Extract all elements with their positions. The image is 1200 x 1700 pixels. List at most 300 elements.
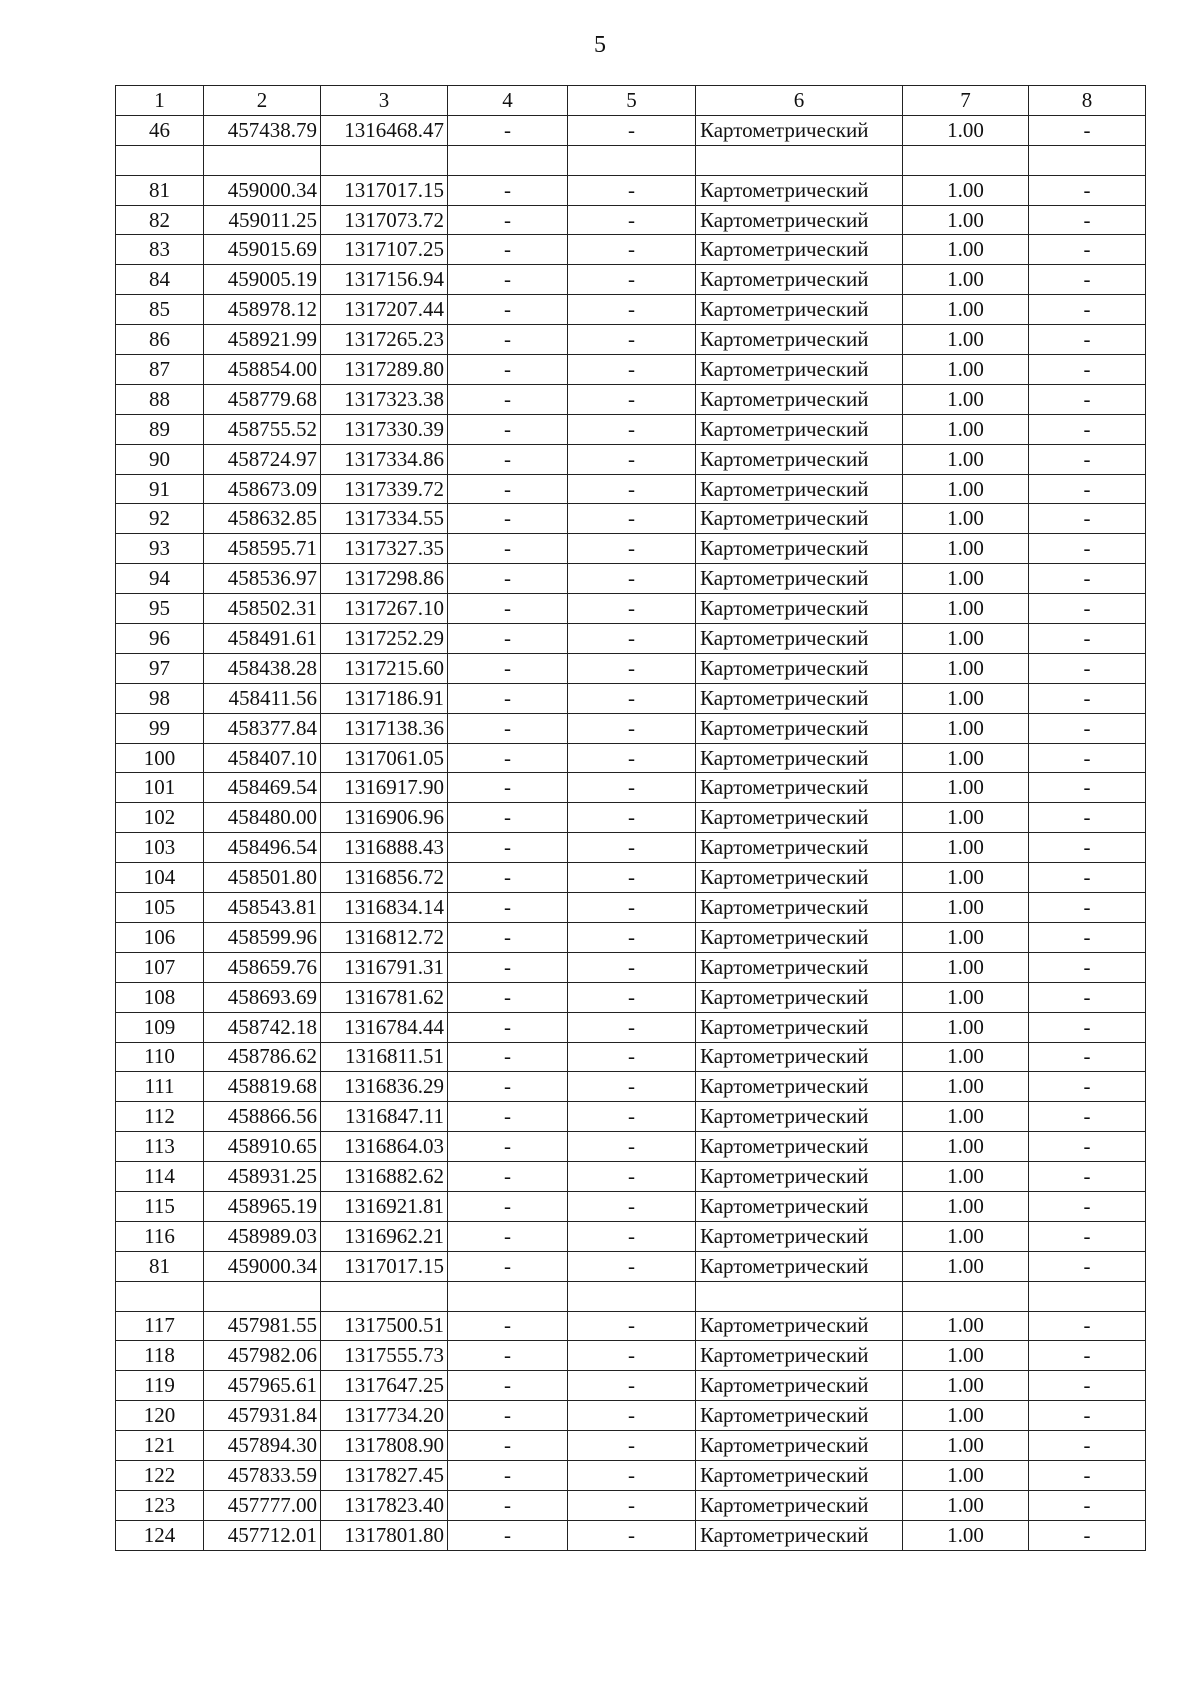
- coord-y-cell: 1316906.96: [321, 803, 448, 833]
- coord-y-cell: 1316917.90: [321, 773, 448, 803]
- empty-cell: [321, 1281, 448, 1311]
- coord-y-cell: 1317734.20: [321, 1401, 448, 1431]
- table-row: [116, 683, 1146, 713]
- coord-y-cell: 1316888.43: [321, 833, 448, 863]
- table-row: [116, 1102, 1146, 1132]
- coord-x-cell: 458724.97: [204, 444, 321, 474]
- point-number-cell: 122: [116, 1460, 204, 1490]
- col-5-cell: -: [568, 444, 696, 474]
- col-5-cell: -: [568, 175, 696, 205]
- coord-y-cell: 1317156.94: [321, 265, 448, 295]
- header-cell: 1: [116, 86, 204, 116]
- table-row: [116, 1251, 1146, 1281]
- col-8-cell: -: [1029, 893, 1146, 923]
- col-8-cell: -: [1029, 653, 1146, 683]
- col-4-cell: -: [448, 1401, 568, 1431]
- accuracy-cell: 1.00: [903, 295, 1029, 325]
- coord-y-cell: 1316864.03: [321, 1132, 448, 1162]
- coord-y-cell: 1316811.51: [321, 1042, 448, 1072]
- point-number-cell: 89: [116, 414, 204, 444]
- header-cell: 2: [204, 86, 321, 116]
- col-4-cell: -: [448, 1371, 568, 1401]
- table-row: [116, 1371, 1146, 1401]
- coord-y-cell: 1317808.90: [321, 1431, 448, 1461]
- point-number-cell: 102: [116, 803, 204, 833]
- point-number-cell: 98: [116, 683, 204, 713]
- coord-x-cell: 458501.80: [204, 863, 321, 893]
- accuracy-cell: 1.00: [903, 504, 1029, 534]
- empty-cell: [568, 145, 696, 175]
- method-cell: Картометрический: [696, 1401, 903, 1431]
- method-cell: Картометрический: [696, 1251, 903, 1281]
- col-8-cell: -: [1029, 1431, 1146, 1461]
- method-cell: Картометрический: [696, 444, 903, 474]
- empty-cell: [448, 145, 568, 175]
- coord-y-cell: 1317298.86: [321, 564, 448, 594]
- coord-x-cell: 458469.54: [204, 773, 321, 803]
- table-row: [116, 1460, 1146, 1490]
- method-cell: Картометрический: [696, 1042, 903, 1072]
- col-4-cell: -: [448, 863, 568, 893]
- accuracy-cell: 1.00: [903, 235, 1029, 265]
- col-5-cell: -: [568, 384, 696, 414]
- point-number-cell: 103: [116, 833, 204, 863]
- table-spacer-row: [116, 1281, 1146, 1311]
- point-number-cell: 95: [116, 594, 204, 624]
- col-8-cell: -: [1029, 1012, 1146, 1042]
- point-number-cell: 84: [116, 265, 204, 295]
- col-5-cell: -: [568, 355, 696, 385]
- coord-x-cell: 458965.19: [204, 1191, 321, 1221]
- coord-y-cell: 1316847.11: [321, 1102, 448, 1132]
- coord-x-cell: 457931.84: [204, 1401, 321, 1431]
- col-8-cell: -: [1029, 952, 1146, 982]
- accuracy-cell: 1.00: [903, 1132, 1029, 1162]
- coord-y-cell: 1316784.44: [321, 1012, 448, 1042]
- accuracy-cell: 1.00: [903, 1490, 1029, 1520]
- coord-y-cell: 1316834.14: [321, 893, 448, 923]
- col-4-cell: -: [448, 803, 568, 833]
- method-cell: Картометрический: [696, 893, 903, 923]
- point-number-cell: 124: [116, 1520, 204, 1550]
- col-5-cell: -: [568, 504, 696, 534]
- table-row: [116, 414, 1146, 444]
- point-number-cell: 105: [116, 893, 204, 923]
- point-number-cell: 112: [116, 1102, 204, 1132]
- col-8-cell: -: [1029, 1341, 1146, 1371]
- accuracy-cell: 1.00: [903, 474, 1029, 504]
- col-8-cell: -: [1029, 1251, 1146, 1281]
- col-8-cell: -: [1029, 115, 1146, 145]
- accuracy-cell: 1.00: [903, 1191, 1029, 1221]
- table-spacer-row: [116, 145, 1146, 175]
- coord-x-cell: 457438.79: [204, 115, 321, 145]
- method-cell: Картометрический: [696, 1012, 903, 1042]
- coord-x-cell: 458407.10: [204, 743, 321, 773]
- method-cell: Картометрический: [696, 1102, 903, 1132]
- col-4-cell: -: [448, 325, 568, 355]
- method-cell: Картометрический: [696, 594, 903, 624]
- table-row: [116, 982, 1146, 1012]
- coord-y-cell: 1317138.36: [321, 713, 448, 743]
- coord-y-cell: 1316962.21: [321, 1221, 448, 1251]
- point-number-cell: 88: [116, 384, 204, 414]
- table-row: [116, 534, 1146, 564]
- header-cell: 7: [903, 86, 1029, 116]
- col-5-cell: -: [568, 295, 696, 325]
- accuracy-cell: 1.00: [903, 1012, 1029, 1042]
- table-row: [116, 1132, 1146, 1162]
- method-cell: Картометрический: [696, 833, 903, 863]
- coord-x-cell: 457982.06: [204, 1341, 321, 1371]
- table-row: [116, 115, 1146, 145]
- empty-cell: [116, 145, 204, 175]
- method-cell: Картометрический: [696, 1191, 903, 1221]
- table-row: [116, 265, 1146, 295]
- col-5-cell: -: [568, 683, 696, 713]
- accuracy-cell: 1.00: [903, 1341, 1029, 1371]
- col-8-cell: -: [1029, 773, 1146, 803]
- method-cell: Картометрический: [696, 295, 903, 325]
- col-4-cell: -: [448, 1460, 568, 1490]
- point-number-cell: 121: [116, 1431, 204, 1461]
- col-5-cell: -: [568, 863, 696, 893]
- col-4-cell: -: [448, 474, 568, 504]
- coord-y-cell: 1317823.40: [321, 1490, 448, 1520]
- table-row: [116, 653, 1146, 683]
- table-row: [116, 1012, 1146, 1042]
- col-5-cell: -: [568, 235, 696, 265]
- empty-cell: [1029, 1281, 1146, 1311]
- coord-y-cell: 1317339.72: [321, 474, 448, 504]
- method-cell: Картометрический: [696, 863, 903, 893]
- col-5-cell: -: [568, 1520, 696, 1550]
- col-8-cell: -: [1029, 624, 1146, 654]
- point-number-cell: 118: [116, 1341, 204, 1371]
- col-5-cell: -: [568, 325, 696, 355]
- method-cell: Картометрический: [696, 1490, 903, 1520]
- accuracy-cell: 1.00: [903, 1162, 1029, 1192]
- accuracy-cell: 1.00: [903, 653, 1029, 683]
- coord-x-cell: 458989.03: [204, 1221, 321, 1251]
- point-number-cell: 101: [116, 773, 204, 803]
- table-row: [116, 205, 1146, 235]
- coord-x-cell: 458536.97: [204, 564, 321, 594]
- col-5-cell: -: [568, 1012, 696, 1042]
- point-number-cell: 82: [116, 205, 204, 235]
- col-4-cell: -: [448, 115, 568, 145]
- method-cell: Картометрический: [696, 504, 903, 534]
- accuracy-cell: 1.00: [903, 683, 1029, 713]
- coord-x-cell: 459000.34: [204, 1251, 321, 1281]
- point-number-cell: 85: [116, 295, 204, 325]
- accuracy-cell: 1.00: [903, 1401, 1029, 1431]
- col-5-cell: -: [568, 1042, 696, 1072]
- coord-y-cell: 1317017.15: [321, 175, 448, 205]
- point-number-cell: 83: [116, 235, 204, 265]
- table-row: [116, 1221, 1146, 1251]
- method-cell: Картометрический: [696, 624, 903, 654]
- accuracy-cell: 1.00: [903, 355, 1029, 385]
- accuracy-cell: 1.00: [903, 1221, 1029, 1251]
- accuracy-cell: 1.00: [903, 325, 1029, 355]
- accuracy-cell: 1.00: [903, 863, 1029, 893]
- table-row: [116, 355, 1146, 385]
- accuracy-cell: 1.00: [903, 384, 1029, 414]
- col-5-cell: -: [568, 893, 696, 923]
- coord-x-cell: 458659.76: [204, 952, 321, 982]
- accuracy-cell: 1.00: [903, 803, 1029, 833]
- col-4-cell: -: [448, 833, 568, 863]
- table-row: [116, 624, 1146, 654]
- col-4-cell: -: [448, 773, 568, 803]
- accuracy-cell: 1.00: [903, 265, 1029, 295]
- coord-x-cell: 459005.19: [204, 265, 321, 295]
- coord-x-cell: 457894.30: [204, 1431, 321, 1461]
- col-4-cell: -: [448, 683, 568, 713]
- header-cell: 6: [696, 86, 903, 116]
- col-8-cell: -: [1029, 1490, 1146, 1520]
- col-4-cell: -: [448, 265, 568, 295]
- col-8-cell: -: [1029, 1132, 1146, 1162]
- col-5-cell: -: [568, 1162, 696, 1192]
- col-5-cell: -: [568, 952, 696, 982]
- coord-x-cell: 458742.18: [204, 1012, 321, 1042]
- col-4-cell: -: [448, 1221, 568, 1251]
- coordinates-table: [115, 85, 1146, 1551]
- point-number-cell: 87: [116, 355, 204, 385]
- col-5-cell: -: [568, 743, 696, 773]
- col-4-cell: -: [448, 1102, 568, 1132]
- col-8-cell: -: [1029, 355, 1146, 385]
- col-4-cell: -: [448, 1490, 568, 1520]
- col-4-cell: -: [448, 1042, 568, 1072]
- col-8-cell: -: [1029, 1072, 1146, 1102]
- empty-cell: [568, 1281, 696, 1311]
- coord-x-cell: 458496.54: [204, 833, 321, 863]
- coord-x-cell: 458599.96: [204, 922, 321, 952]
- coord-x-cell: 459000.34: [204, 175, 321, 205]
- col-4-cell: -: [448, 1132, 568, 1162]
- table-row: [116, 474, 1146, 504]
- method-cell: Картометрический: [696, 982, 903, 1012]
- col-8-cell: -: [1029, 1102, 1146, 1132]
- empty-cell: [321, 145, 448, 175]
- col-8-cell: -: [1029, 444, 1146, 474]
- coord-x-cell: 458786.62: [204, 1042, 321, 1072]
- point-number-cell: 81: [116, 175, 204, 205]
- col-5-cell: -: [568, 653, 696, 683]
- method-cell: Картометрический: [696, 1431, 903, 1461]
- col-8-cell: -: [1029, 265, 1146, 295]
- col-4-cell: -: [448, 982, 568, 1012]
- col-5-cell: -: [568, 1251, 696, 1281]
- coord-y-cell: 1317207.44: [321, 295, 448, 325]
- accuracy-cell: 1.00: [903, 115, 1029, 145]
- point-number-cell: 100: [116, 743, 204, 773]
- coord-x-cell: 458866.56: [204, 1102, 321, 1132]
- point-number-cell: 86: [116, 325, 204, 355]
- col-4-cell: -: [448, 952, 568, 982]
- col-4-cell: -: [448, 175, 568, 205]
- col-8-cell: -: [1029, 534, 1146, 564]
- coord-y-cell: 1317017.15: [321, 1251, 448, 1281]
- empty-cell: [204, 145, 321, 175]
- accuracy-cell: 1.00: [903, 534, 1029, 564]
- coord-x-cell: 458978.12: [204, 295, 321, 325]
- col-8-cell: -: [1029, 683, 1146, 713]
- accuracy-cell: 1.00: [903, 205, 1029, 235]
- table-row: [116, 713, 1146, 743]
- col-4-cell: -: [448, 295, 568, 325]
- table-row: [116, 1072, 1146, 1102]
- method-cell: Картометрический: [696, 325, 903, 355]
- accuracy-cell: 1.00: [903, 414, 1029, 444]
- col-4-cell: -: [448, 594, 568, 624]
- coord-y-cell: 1317330.39: [321, 414, 448, 444]
- table-row: [116, 1191, 1146, 1221]
- accuracy-cell: 1.00: [903, 893, 1029, 923]
- coord-y-cell: 1317555.73: [321, 1341, 448, 1371]
- col-8-cell: -: [1029, 713, 1146, 743]
- coord-x-cell: 458819.68: [204, 1072, 321, 1102]
- point-number-cell: 81: [116, 1251, 204, 1281]
- coord-x-cell: 459015.69: [204, 235, 321, 265]
- accuracy-cell: 1.00: [903, 175, 1029, 205]
- point-number-cell: 104: [116, 863, 204, 893]
- coord-y-cell: 1317215.60: [321, 653, 448, 683]
- table-row: [116, 952, 1146, 982]
- coord-x-cell: 459011.25: [204, 205, 321, 235]
- col-8-cell: -: [1029, 205, 1146, 235]
- method-cell: Картометрический: [696, 922, 903, 952]
- col-8-cell: -: [1029, 564, 1146, 594]
- col-4-cell: -: [448, 1072, 568, 1102]
- col-4-cell: -: [448, 1251, 568, 1281]
- col-5-cell: -: [568, 713, 696, 743]
- point-number-cell: 97: [116, 653, 204, 683]
- method-cell: Картометрический: [696, 653, 903, 683]
- table-row: [116, 1162, 1146, 1192]
- method-cell: Картометрический: [696, 414, 903, 444]
- method-cell: Картометрический: [696, 743, 903, 773]
- accuracy-cell: 1.00: [903, 1072, 1029, 1102]
- coord-x-cell: 458755.52: [204, 414, 321, 444]
- table-row: [116, 235, 1146, 265]
- table-row: [116, 743, 1146, 773]
- accuracy-cell: 1.00: [903, 1431, 1029, 1461]
- col-8-cell: -: [1029, 922, 1146, 952]
- coord-x-cell: 457777.00: [204, 1490, 321, 1520]
- point-number-cell: 110: [116, 1042, 204, 1072]
- col-8-cell: -: [1029, 743, 1146, 773]
- coord-x-cell: 457965.61: [204, 1371, 321, 1401]
- col-4-cell: -: [448, 504, 568, 534]
- method-cell: Картометрический: [696, 205, 903, 235]
- coord-y-cell: 1317827.45: [321, 1460, 448, 1490]
- accuracy-cell: 1.00: [903, 1371, 1029, 1401]
- method-cell: Картометрический: [696, 1341, 903, 1371]
- col-8-cell: -: [1029, 384, 1146, 414]
- method-cell: Картометрический: [696, 1072, 903, 1102]
- method-cell: Картометрический: [696, 1520, 903, 1550]
- accuracy-cell: 1.00: [903, 1460, 1029, 1490]
- col-8-cell: -: [1029, 1401, 1146, 1431]
- accuracy-cell: 1.00: [903, 564, 1029, 594]
- coord-y-cell: 1316921.81: [321, 1191, 448, 1221]
- coord-y-cell: 1317267.10: [321, 594, 448, 624]
- table-row: [116, 803, 1146, 833]
- col-4-cell: -: [448, 1431, 568, 1461]
- accuracy-cell: 1.00: [903, 1251, 1029, 1281]
- table-row: [116, 833, 1146, 863]
- col-5-cell: -: [568, 1102, 696, 1132]
- col-5-cell: -: [568, 534, 696, 564]
- coord-y-cell: 1317323.38: [321, 384, 448, 414]
- coord-x-cell: 458693.69: [204, 982, 321, 1012]
- empty-cell: [204, 1281, 321, 1311]
- coord-y-cell: 1316856.72: [321, 863, 448, 893]
- col-5-cell: -: [568, 414, 696, 444]
- method-cell: Картометрический: [696, 265, 903, 295]
- coord-x-cell: 457833.59: [204, 1460, 321, 1490]
- col-5-cell: -: [568, 1132, 696, 1162]
- coord-y-cell: 1316791.31: [321, 952, 448, 982]
- table-row: [116, 893, 1146, 923]
- point-number-cell: 96: [116, 624, 204, 654]
- col-4-cell: -: [448, 564, 568, 594]
- point-number-cell: 108: [116, 982, 204, 1012]
- method-cell: Картометрический: [696, 1460, 903, 1490]
- col-4-cell: -: [448, 1162, 568, 1192]
- col-5-cell: -: [568, 1191, 696, 1221]
- table-header-row: [116, 86, 1146, 116]
- col-8-cell: -: [1029, 504, 1146, 534]
- coord-y-cell: 1317252.29: [321, 624, 448, 654]
- page-number: 5: [594, 32, 606, 58]
- accuracy-cell: 1.00: [903, 1042, 1029, 1072]
- table-body: [116, 86, 1146, 1551]
- coord-x-cell: 458377.84: [204, 713, 321, 743]
- method-cell: Картометрический: [696, 355, 903, 385]
- coord-x-cell: 457981.55: [204, 1311, 321, 1341]
- accuracy-cell: 1.00: [903, 922, 1029, 952]
- empty-cell: [903, 145, 1029, 175]
- coord-y-cell: 1317073.72: [321, 205, 448, 235]
- coord-x-cell: 458491.61: [204, 624, 321, 654]
- point-number-cell: 46: [116, 115, 204, 145]
- method-cell: Картометрический: [696, 235, 903, 265]
- col-8-cell: -: [1029, 1042, 1146, 1072]
- col-5-cell: -: [568, 1371, 696, 1401]
- table-row: [116, 922, 1146, 952]
- col-4-cell: -: [448, 1520, 568, 1550]
- col-4-cell: -: [448, 235, 568, 265]
- coord-y-cell: 1317289.80: [321, 355, 448, 385]
- table-row: [116, 1431, 1146, 1461]
- col-4-cell: -: [448, 653, 568, 683]
- empty-cell: [696, 145, 903, 175]
- col-4-cell: -: [448, 893, 568, 923]
- header-cell: 8: [1029, 86, 1146, 116]
- coord-x-cell: 457712.01: [204, 1520, 321, 1550]
- col-8-cell: -: [1029, 833, 1146, 863]
- coord-y-cell: 1317647.25: [321, 1371, 448, 1401]
- point-number-cell: 116: [116, 1221, 204, 1251]
- coord-y-cell: 1316836.29: [321, 1072, 448, 1102]
- method-cell: Картометрический: [696, 1132, 903, 1162]
- col-8-cell: -: [1029, 1520, 1146, 1550]
